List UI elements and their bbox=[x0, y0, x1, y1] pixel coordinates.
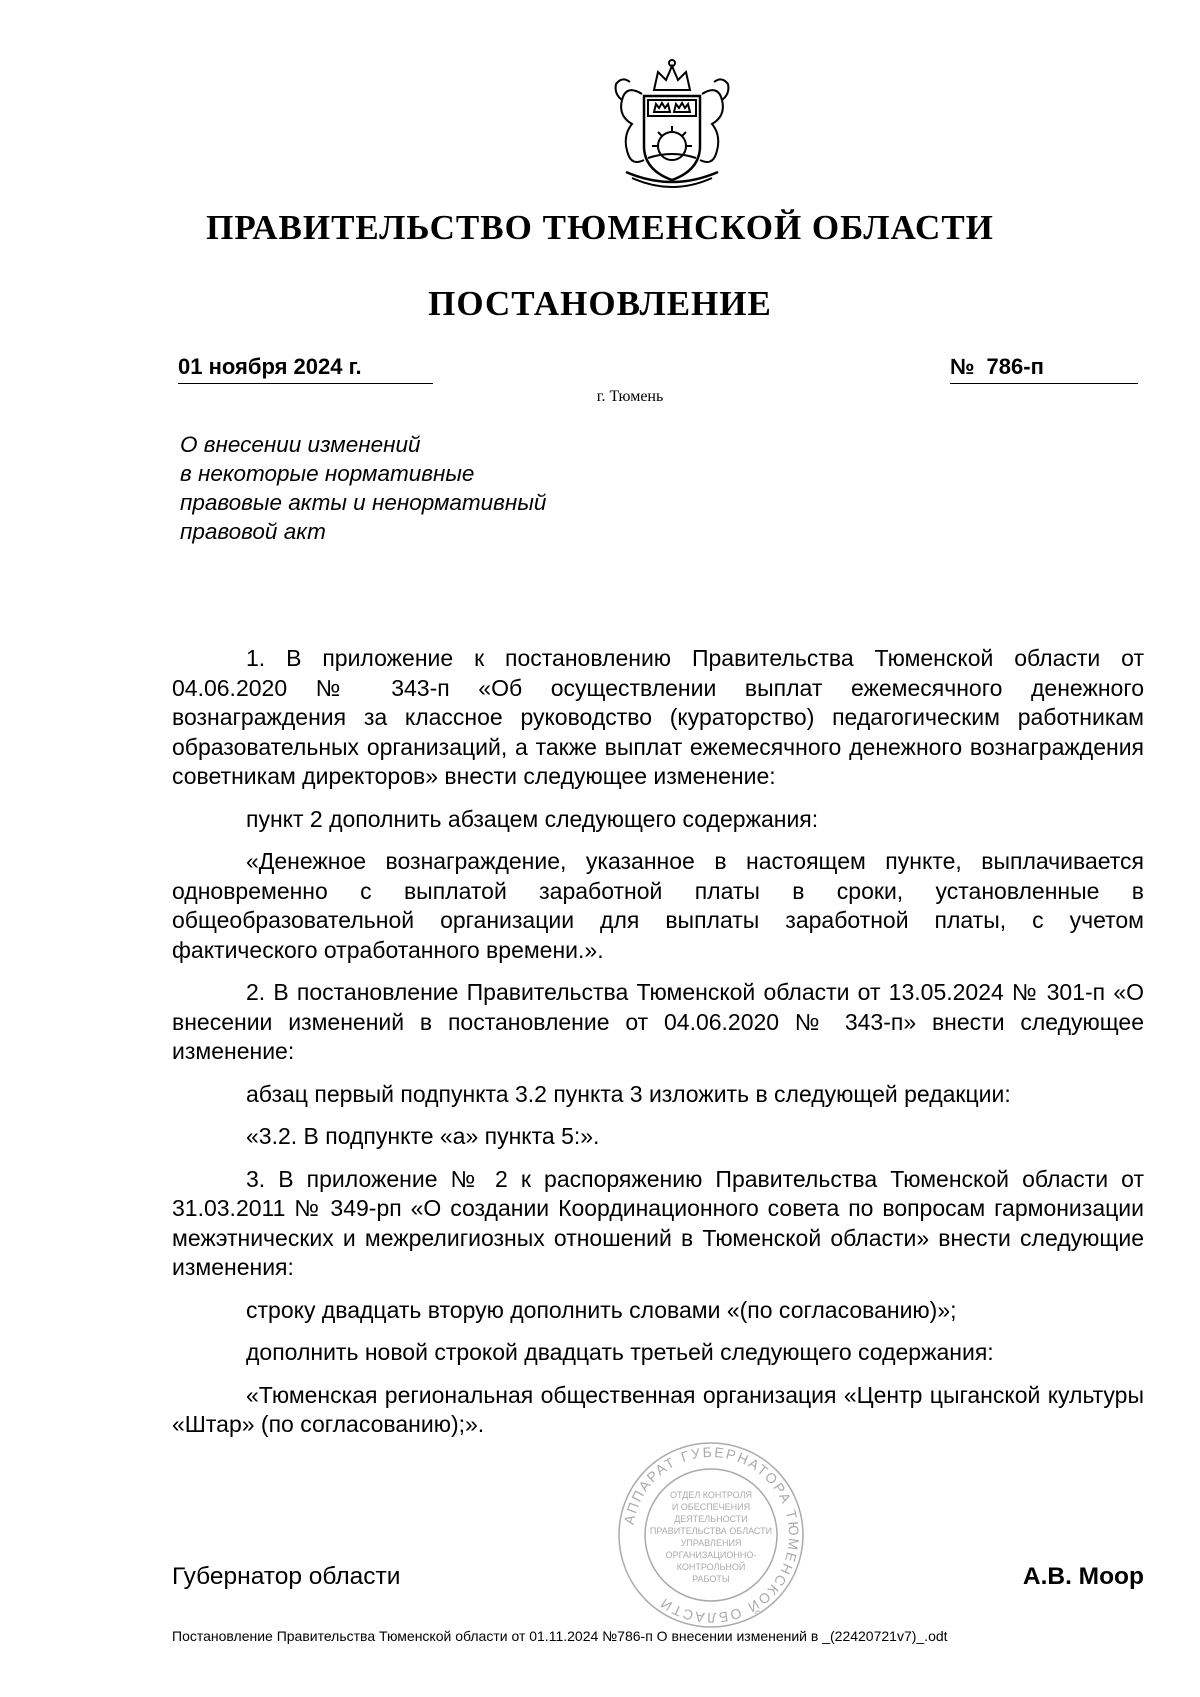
coat-of-arms-icon bbox=[592, 54, 752, 196]
stamp-inner-line: ОТДЕЛ КОНТРОЛЯ bbox=[670, 1490, 752, 1500]
document-subject bbox=[180, 430, 660, 546]
official-stamp-icon bbox=[616, 1440, 806, 1630]
file-footnote: Постановление Правительства Тюменской области от 01.11.2024 №786-п О внесении изменений в _(22420721v7)_.odt bbox=[172, 1628, 948, 1644]
body-paragraph: строку двадцать вторую дополнить словами «(по согласованию)»; bbox=[246, 1296, 957, 1323]
body-paragraph: пункт 2 дополнить абзацем следующего содержания: bbox=[246, 805, 819, 832]
body-paragraph: 2. В постановление Правительства Тюменской области от 13.05.2024 № 301-п «О внесении изменений в постановление от 04.06.2020 № 343-п» внести следующее изменение: bbox=[172, 979, 1144, 1064]
stamp-inner-line: ПРАВИТЕЛЬСТВА ОБЛАСТИ bbox=[649, 1526, 773, 1536]
stamp-outer-text: АППАРАТ ГУБЕРНАТОРА ТЮМЕНСКОЙ ОБЛАСТИ bbox=[620, 1443, 803, 1627]
stamp-inner-line: ДЕЯТЕЛЬНОСТИ bbox=[674, 1514, 748, 1524]
subject-line: правовой акт bbox=[180, 519, 326, 544]
body-paragraph: дополнить новой строкой двадцать третьей следующего содержания: bbox=[246, 1339, 994, 1365]
stamp-inner-line: РАБОТЫ bbox=[692, 1574, 730, 1584]
document-city: г. Тюмень bbox=[596, 388, 664, 405]
subject-line: в некоторые нормативные bbox=[180, 461, 475, 486]
stamp-inner-line: И ОБЕСПЕЧЕНИЯ bbox=[671, 1502, 751, 1512]
subject-line: правовые акты и ненормативный bbox=[180, 490, 547, 515]
body-paragraph: 3. В приложение № 2 к распоряжению Правительства Тюменской области от 31.03.2011 № 349-рп «О создании Координационного совета по вопросам гармонизации межэтнических и межрелигиозных отношений в Тюменской области» внести следующие изменения: bbox=[172, 1165, 1144, 1280]
document-date: 01 ноября 2024 г. bbox=[178, 354, 433, 384]
number-sign: № bbox=[950, 354, 975, 379]
organization-title: ПРАВИТЕЛЬСТВО ТЮМЕНСКОЙ ОБЛАСТИ bbox=[206, 208, 994, 247]
number-value: 786-п bbox=[986, 354, 1044, 379]
document-body bbox=[172, 644, 1144, 1453]
body-paragraph: 1. В приложение к постановлению Правительства Тюменской области от 04.06.2020 № 343-п «Об осуществлении выплат ежемесячного денежного вознаграждения за классное руководство (кураторство) педагогическим работникам образовательных организаций, а также выплат ежемесячного денежного вознаграждения советникам директоров» внести следующее изменение: bbox=[172, 645, 1144, 789]
body-paragraph: «3.2. В подпункте «а» пункта 5:». bbox=[246, 1123, 600, 1149]
subject-line: О внесении изменений bbox=[180, 432, 421, 457]
stamp-inner-line: УПРАВЛЕНИЯ bbox=[680, 1538, 742, 1548]
body-paragraph: «Тюменская региональная общественная организация «Центр цыганской культуры «Штар» (по согласованию);». bbox=[172, 1381, 1144, 1437]
body-paragraph: абзац первый подпункта 3.2 пункта 3 изложить в следующей редакции: bbox=[246, 1080, 1011, 1107]
signatory-name: А.В. Моор bbox=[1022, 1563, 1144, 1590]
document-type: ПОСТАНОВЛЕНИЕ bbox=[428, 284, 772, 323]
body-paragraph: «Денежное вознаграждение, указанное в настоящем пункте, выплачивается одновременно с выплатой заработной платы в сроки, установленные в общеобразовательной организации для выплаты заработной платы, с учетом фактического отработанного времени.». bbox=[172, 848, 1144, 963]
document-number bbox=[950, 354, 1138, 384]
stamp-inner-line: ОРГАНИЗАЦИОННО- bbox=[665, 1550, 757, 1560]
stamp-inner-line: КОНТРОЛЬНОЙ bbox=[676, 1562, 746, 1572]
signatory-role: Губернатор области bbox=[172, 1563, 401, 1590]
